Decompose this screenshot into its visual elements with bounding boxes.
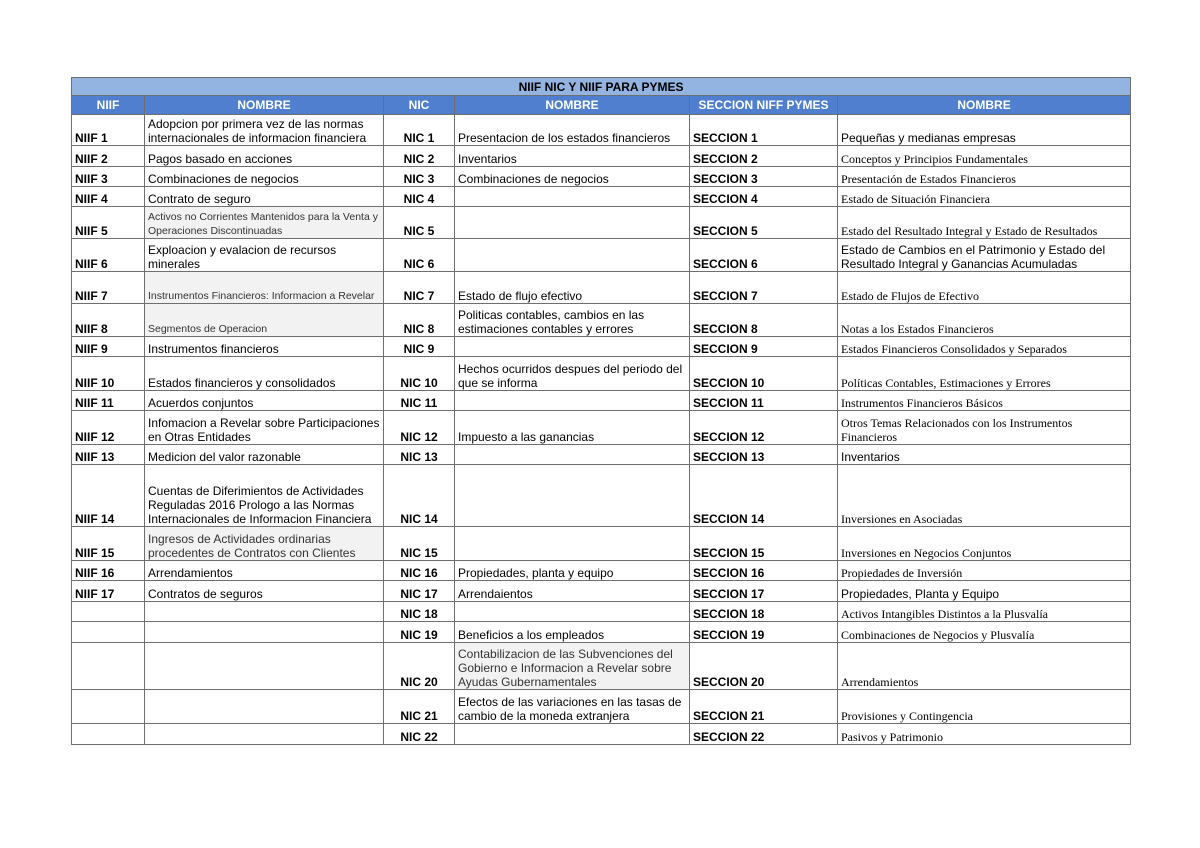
nic-code: NIC 17: [384, 581, 455, 602]
seccion-name: Presentación de Estados Financieros: [838, 167, 1131, 187]
niif-name: Combinaciones de negocios: [145, 167, 384, 187]
nic-name: Contabilizacion de las Subvenciones del Gobierno e Informacion a Revelar sobre Ayudas Gubernamentales: [455, 643, 690, 690]
seccion-code: SECCION 17: [690, 581, 838, 602]
niif-name: Cuentas de Diferimientos de Actividades Reguladas 2016 Prologo a las Normas Internacionales de Informacion Financiera: [145, 465, 384, 527]
header-nic-nombre: NOMBRE: [455, 96, 690, 115]
nic-name: [455, 602, 690, 622]
niif-name: Arrendamientos: [145, 561, 384, 581]
table-title: NIIF NIC Y NIIF PARA PYMES: [72, 78, 1131, 96]
seccion-code: SECCION 3: [690, 167, 838, 187]
niif-code: NIIF 17: [72, 581, 145, 602]
seccion-name: Combinaciones de Negocios y Plusvalía: [838, 622, 1131, 643]
nic-code: NIC 19: [384, 622, 455, 643]
table-row: [72, 167, 1131, 187]
niif-code: NIIF 3: [72, 167, 145, 187]
seccion-name: Conceptos y Principios Fundamentales: [838, 146, 1131, 167]
seccion-name: Estado de Cambios en el Patrimonio y Estado del Resultado Integral y Ganancias Acumuladas: [838, 239, 1131, 272]
table-row: [72, 445, 1131, 465]
seccion-name: Otros Temas Relacionados con los Instrumentos Financieros: [838, 411, 1131, 445]
nic-code: NIC 1: [384, 115, 455, 146]
table-row: [72, 115, 1131, 146]
niif-code: NIIF 14: [72, 465, 145, 527]
nic-code: NIC 6: [384, 239, 455, 272]
niif-name: [145, 690, 384, 724]
seccion-code: SECCION 11: [690, 391, 838, 411]
nic-name: [455, 465, 690, 527]
niif-code: NIIF 6: [72, 239, 145, 272]
table-row: [72, 391, 1131, 411]
seccion-code: SECCION 13: [690, 445, 838, 465]
niif-name: [145, 724, 384, 745]
nic-name: Politicas contables, cambios en las estimaciones contables y errores: [455, 304, 690, 337]
niif-code: [72, 690, 145, 724]
niif-code: NIIF 9: [72, 337, 145, 357]
seccion-code: SECCION 18: [690, 602, 838, 622]
niif-code: NIIF 12: [72, 411, 145, 445]
niif-code: NIIF 8: [72, 304, 145, 337]
nic-code: NIC 20: [384, 643, 455, 690]
nic-code: NIC 11: [384, 391, 455, 411]
niif-name: Ingresos de Actividades ordinarias procedentes de Contratos con Clientes: [145, 527, 384, 561]
niif-code: NIIF 15: [72, 527, 145, 561]
seccion-name: Inversiones en Negocios Conjuntos: [838, 527, 1131, 561]
nic-code: NIC 9: [384, 337, 455, 357]
seccion-name: Pasivos y Patrimonio: [838, 724, 1131, 745]
seccion-name: Activos Intangibles Distintos a la Plusvalía: [838, 602, 1131, 622]
niif-name: Segmentos de Operacion: [145, 304, 384, 337]
seccion-code: SECCION 20: [690, 643, 838, 690]
niif-code: NIIF 1: [72, 115, 145, 146]
seccion-name: Estado del Resultado Integral y Estado de Resultados: [838, 207, 1131, 239]
niif-code: NIIF 2: [72, 146, 145, 167]
seccion-code: SECCION 15: [690, 527, 838, 561]
nic-code: NIC 12: [384, 411, 455, 445]
nic-name: Inventarios: [455, 146, 690, 167]
table-row: [72, 357, 1131, 391]
niif-code: [72, 724, 145, 745]
nic-name: [455, 391, 690, 411]
nic-code: NIC 13: [384, 445, 455, 465]
nic-name: [455, 527, 690, 561]
seccion-code: SECCION 21: [690, 690, 838, 724]
seccion-name: Arrendamientos: [838, 643, 1131, 690]
table-row: [72, 724, 1131, 745]
nic-code: NIC 15: [384, 527, 455, 561]
seccion-code: SECCION 2: [690, 146, 838, 167]
table-row: [72, 187, 1131, 207]
table-row: [72, 207, 1131, 239]
niif-code: NIIF 13: [72, 445, 145, 465]
table-title-row: [72, 78, 1131, 96]
table-header-row: [72, 96, 1131, 115]
seccion-name: Propiedades, Planta y Equipo: [838, 581, 1131, 602]
seccion-name: Políticas Contables, Estimaciones y Errores: [838, 357, 1131, 391]
nic-code: NIC 10: [384, 357, 455, 391]
niif-code: NIIF 11: [72, 391, 145, 411]
nic-name: [455, 337, 690, 357]
table-row: [72, 643, 1131, 690]
nic-name: Combinaciones de negocios: [455, 167, 690, 187]
nic-name: [455, 445, 690, 465]
header-niif-nombre: NOMBRE: [145, 96, 384, 115]
nic-code: NIC 18: [384, 602, 455, 622]
niif-name: Pagos basado en acciones: [145, 146, 384, 167]
niif-name: Exploacion y evalacion de recursos minerales: [145, 239, 384, 272]
nic-code: NIC 8: [384, 304, 455, 337]
table-row: [72, 602, 1131, 622]
niif-name: Estados financieros y consolidados: [145, 357, 384, 391]
table-row: [72, 527, 1131, 561]
nic-name: Hechos ocurridos despues del periodo del que se informa: [455, 357, 690, 391]
header-seccion-nombre: NOMBRE: [838, 96, 1131, 115]
table-row: [72, 411, 1131, 445]
seccion-code: SECCION 9: [690, 337, 838, 357]
seccion-code: SECCION 6: [690, 239, 838, 272]
seccion-name: Estado de Flujos de Efectivo: [838, 272, 1131, 304]
nic-code: NIC 4: [384, 187, 455, 207]
niif-code: [72, 643, 145, 690]
nic-code: NIC 3: [384, 167, 455, 187]
niif-name: Contratos de seguros: [145, 581, 384, 602]
table-row: [72, 561, 1131, 581]
seccion-code: SECCION 4: [690, 187, 838, 207]
niif-name: Medicion del valor razonable: [145, 445, 384, 465]
header-nic: NIC: [384, 96, 455, 115]
nic-code: NIC 22: [384, 724, 455, 745]
seccion-name: Instrumentos Financieros Básicos: [838, 391, 1131, 411]
nic-code: NIC 2: [384, 146, 455, 167]
nic-code: NIC 14: [384, 465, 455, 527]
seccion-code: SECCION 5: [690, 207, 838, 239]
seccion-name: Notas a los Estados Financieros: [838, 304, 1131, 337]
niif-code: NIIF 16: [72, 561, 145, 581]
seccion-code: SECCION 7: [690, 272, 838, 304]
nic-name: Propiedades, planta y equipo: [455, 561, 690, 581]
seccion-code: SECCION 1: [690, 115, 838, 146]
seccion-code: SECCION 22: [690, 724, 838, 745]
niif-name: Contrato de seguro: [145, 187, 384, 207]
niif-code: NIIF 5: [72, 207, 145, 239]
table-row: [72, 465, 1131, 527]
nic-code: NIC 16: [384, 561, 455, 581]
niif-name: [145, 622, 384, 643]
seccion-code: SECCION 14: [690, 465, 838, 527]
table-row: [72, 690, 1131, 724]
table-row: [72, 272, 1131, 304]
nic-name: [455, 207, 690, 239]
table-row: [72, 304, 1131, 337]
seccion-name: Inventarios: [838, 445, 1131, 465]
seccion-code: SECCION 8: [690, 304, 838, 337]
niif-name: Infomacion a Revelar sobre Participaciones en Otras Entidades: [145, 411, 384, 445]
nic-name: Efectos de las variaciones en las tasas de cambio de la moneda extranjera: [455, 690, 690, 724]
nic-name: Estado de flujo efectivo: [455, 272, 690, 304]
nic-name: [455, 187, 690, 207]
seccion-name: Inversiones en Asociadas: [838, 465, 1131, 527]
niif-code: [72, 602, 145, 622]
niif-code: NIIF 7: [72, 272, 145, 304]
niif-code: [72, 622, 145, 643]
niif-name: Acuerdos conjuntos: [145, 391, 384, 411]
seccion-code: SECCION 10: [690, 357, 838, 391]
seccion-name: Provisiones y Contingencia: [838, 690, 1131, 724]
seccion-name: Pequeñas y medianas empresas: [838, 115, 1131, 146]
seccion-code: SECCION 16: [690, 561, 838, 581]
niif-code: NIIF 4: [72, 187, 145, 207]
niif-code: NIIF 10: [72, 357, 145, 391]
nic-code: NIC 5: [384, 207, 455, 239]
niif-name: Instrumentos financieros: [145, 337, 384, 357]
table-row: [72, 622, 1131, 643]
nic-name: [455, 239, 690, 272]
niif-name: [145, 602, 384, 622]
seccion-code: SECCION 19: [690, 622, 838, 643]
niif-name: [145, 643, 384, 690]
nic-code: NIC 21: [384, 690, 455, 724]
seccion-name: Estado de Situación Financiera: [838, 187, 1131, 207]
seccion-name: Estados Financieros Consolidados y Separados: [838, 337, 1131, 357]
niif-name: Adopcion por primera vez de las normas internacionales de informacion financiera: [145, 115, 384, 146]
seccion-name: Propiedades de Inversión: [838, 561, 1131, 581]
table-row: [72, 146, 1131, 167]
nic-name: [455, 724, 690, 745]
niif-name: Activos no Corrientes Mantenidos para la Venta y Operaciones Discontinuadas: [145, 207, 384, 239]
standards-table: [71, 77, 1131, 745]
header-seccion: SECCION NIFF PYMES: [690, 96, 838, 115]
table-row: [72, 337, 1131, 357]
nic-name: Arrendaientos: [455, 581, 690, 602]
header-niif: NIIF: [72, 96, 145, 115]
table-row: [72, 239, 1131, 272]
table-row: [72, 581, 1131, 602]
seccion-code: SECCION 12: [690, 411, 838, 445]
nic-code: NIC 7: [384, 272, 455, 304]
nic-name: Impuesto a las ganancias: [455, 411, 690, 445]
niif-name: Instrumentos Financieros: Informacion a Revelar: [145, 272, 384, 304]
nic-name: Presentacion de los estados financieros: [455, 115, 690, 146]
nic-name: Beneficios a los empleados: [455, 622, 690, 643]
